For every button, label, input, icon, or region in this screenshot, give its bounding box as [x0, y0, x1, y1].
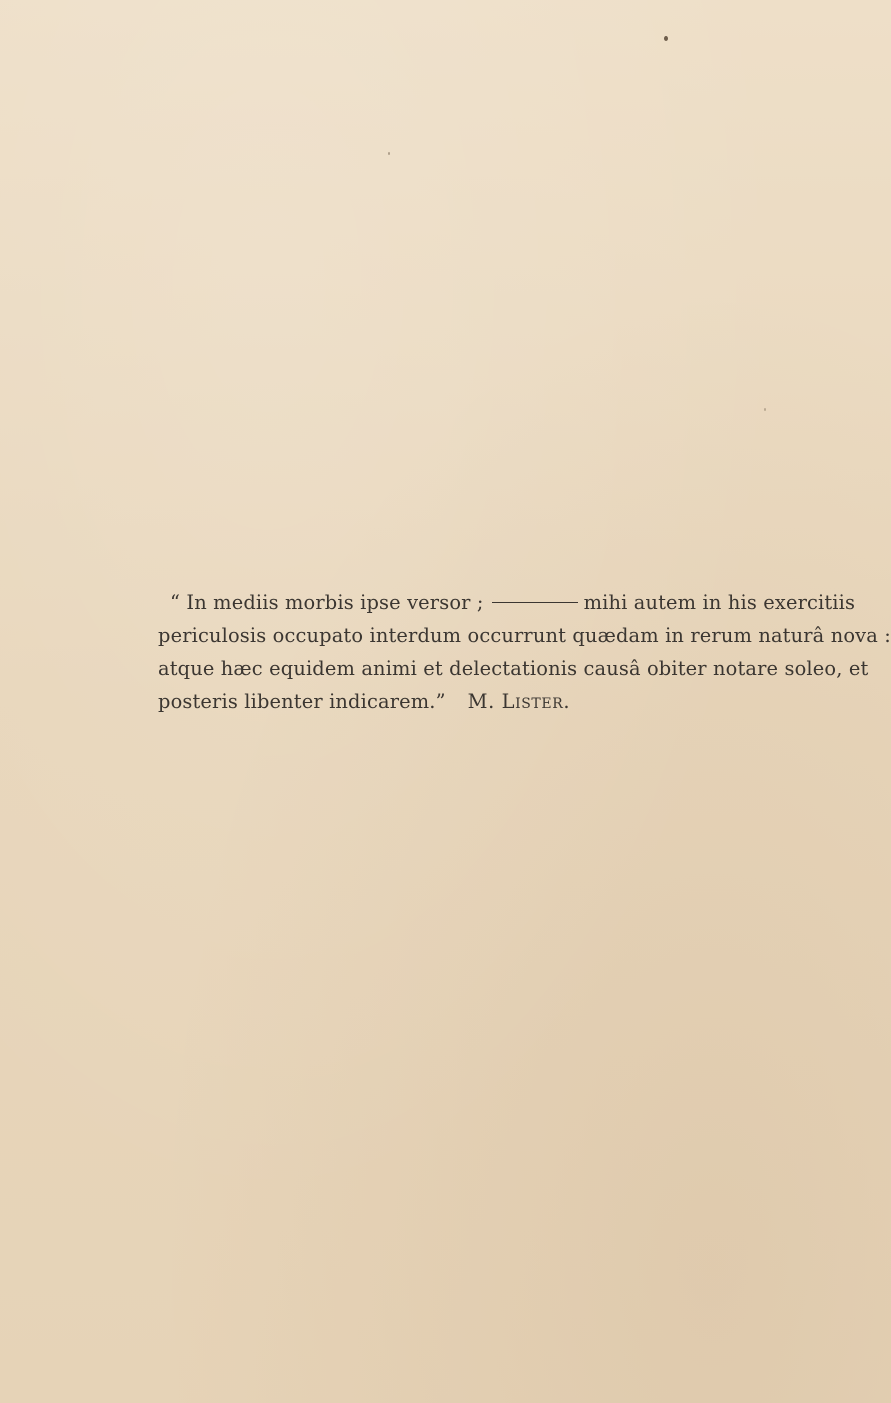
epigraph-quote [158, 586, 891, 718]
em-dash-rule [492, 602, 578, 603]
ink-speck [764, 408, 766, 411]
ink-speck [664, 36, 668, 41]
quote-line-4 [158, 685, 766, 718]
quote-line-2: periculosis occupato interdum occurrunt quædam in rerum naturâ nova : [158, 624, 891, 647]
attribution: M. Lister. [467, 690, 571, 713]
quote-line-1-tail: mihi autem in his exercitiis [583, 591, 856, 614]
quote-line-1-lead: In mediis morbis ipse versor ; [186, 591, 484, 614]
opening-quote-mark: “ [170, 591, 181, 614]
ink-speck [388, 152, 390, 155]
quote-line-4-text: posteris libenter indicarem.” [158, 690, 446, 713]
quote-line-3: atque hæc equidem animi et delectationis causâ obiter notare soleo, et [158, 657, 869, 680]
quote-line-1 [158, 586, 856, 619]
